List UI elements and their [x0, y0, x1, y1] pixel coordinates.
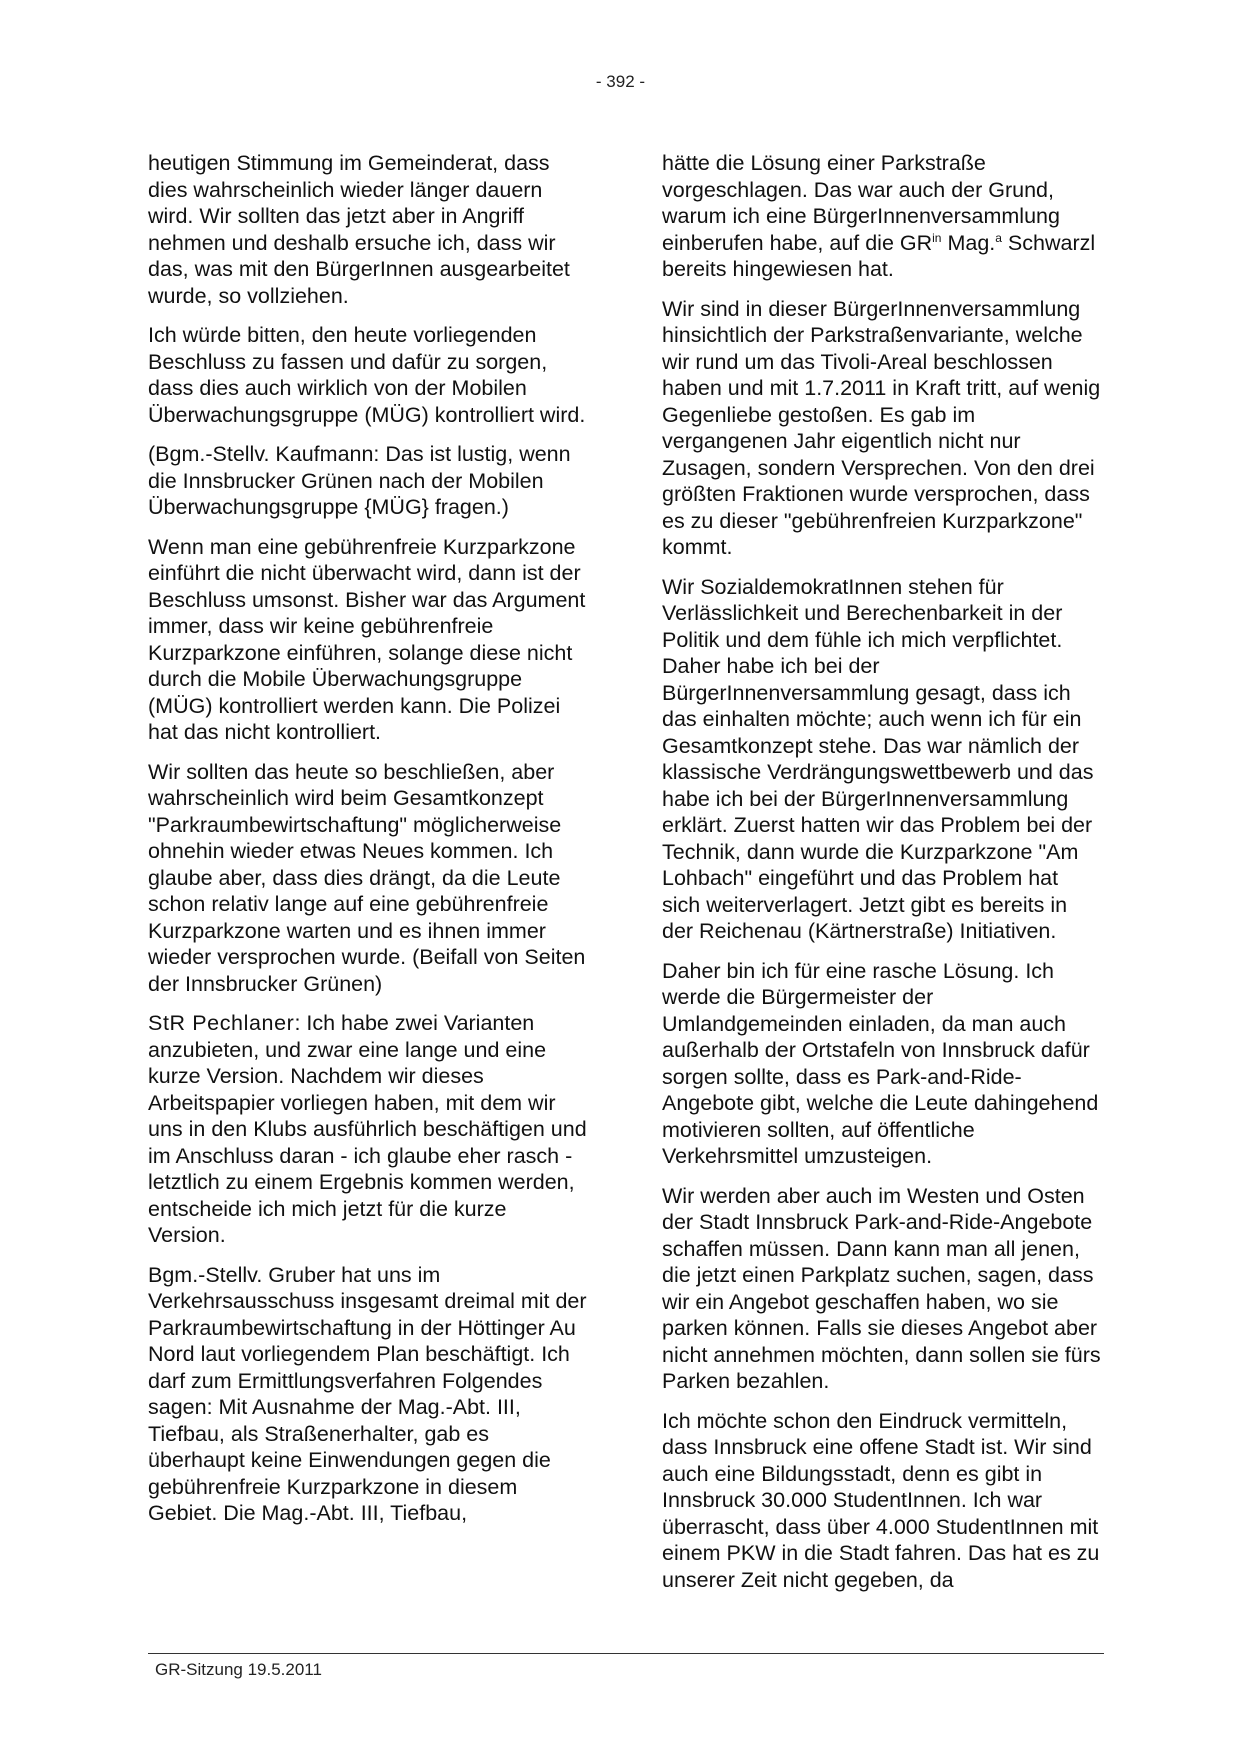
text-segment: hätte die Lösung einer Parkstraße vorgeschlagen. Das war auch der Grund, warum ich eine BürgerInnenversammlung einberufen habe, auf die GR	[662, 151, 1060, 255]
speaker-text: : Ich habe zwei Varianten anzubieten, und zwar eine lange und eine kurze Version. Nachdem wir dieses Arbeitspapier vorliegen haben, mit dem wir uns in den Klubs ausführlich beschäftigen und im Anschluss daran - ich glaube eher rasch - letztlich zu einem Ergebnis kommen werden, entscheide ich mich jetzt für die kurze Version.	[148, 1011, 587, 1247]
paragraph: Wenn man eine gebührenfreie Kurzparkzone einführt die nicht überwacht wird, dann ist der Beschluss umsonst. Bisher war das Argument immer, dass wir keine gebührenfreie Kurzparkzone einführen, solange diese nicht durch die Mobile Überwachungsgruppe (MÜG) kontrolliert werden kann. Die Polizei hat das nicht kontrolliert.	[148, 534, 586, 744]
speaker-name: StR Pechlaner	[148, 1011, 295, 1035]
footer-divider	[148, 1653, 1104, 1654]
paragraph: Wir sollten das heute so beschließen, aber wahrscheinlich wird beim Gesamtkonzept "Parkraumbewirtschaftung" möglicherweise ohnehin wieder etwas Neues kommen. Ich glaube aber, dass dies drängt, da die Leute schon relativ lange auf eine gebührenfreie Kurzparkzone warten und es ihnen immer wieder versprochen wurde. (Beifall von Seiten der Innsbrucker Grünen)	[148, 759, 586, 996]
footer-session-date: GR-Sitzung 19.5.2011	[155, 1660, 322, 1679]
paragraph	[662, 150, 1102, 283]
paragraph: Bgm.-Stellv. Gruber hat uns im Verkehrsausschuss insgesamt dreimal mit der Parkraumbewirtschaftung in der Höttinger Au Nord laut vorliegendem Plan beschäftigt. Ich darf zum Ermittlungsverfahren Folgendes sagen: Mit Ausnahme der Mag.-Abt. III, Tiefbau, als Straßenerhalter, gab es überhaupt keine Einwendungen gegen die gebührenfreie Kurzparkzone in diesem Gebiet. Die Mag.-Abt. III, Tiefbau,	[148, 1262, 587, 1525]
speaker-paragraph	[148, 1010, 588, 1249]
page-number: - 392 -	[595, 72, 646, 91]
interjection: (Bgm.-Stellv. Kaufmann: Das ist lustig, wenn die Innsbrucker Grünen nach der Mobilen Überwachungsgruppe {MÜG} fragen.)	[148, 442, 571, 519]
paragraph: Wir SozialdemokratInnen stehen für Verlässlichkeit und Berechenbarkeit in der Politik und dem fühle ich mich verpflichtet. Daher habe ich bei der BürgerInnenversammlung gesagt, dass ich das einhalten möchte; auch wenn ich für ein Gesamtkonzept stehe. Das war nämlich der klassische Verdrängungswettbewerb und das habe ich bei der BürgerInnenversammlung erklärt. Zuerst hatten wir das Problem bei der Technik, dann wurde die Kurzparkzone "Am Lohbach" eingeführt und das Problem hat sich weiterverlagert. Jetzt gibt es bereits in der Reichenau (Kärtnerstraße) Initiativen.	[662, 574, 1094, 943]
superscript: a	[995, 230, 1002, 245]
paragraph: Ich würde bitten, den heute vorliegenden Beschluss zu fassen und dafür zu sorgen, dass dies auch wirklich von der Mobilen Überwachungsgruppe (MÜG) kontrolliert wird.	[148, 323, 586, 427]
paragraph: Ich möchte schon den Eindruck vermitteln, dass Innsbruck eine offene Stadt ist. Wir sind auch eine Bildungsstadt, denn es gibt in Innsbruck 30.000 StudentInnen. Ich war überrascht, dass über 4.000 StudentInnen mit einem PKW in die Stadt fahren. Das hat es zu unserer Zeit nicht gegeben, da	[662, 1408, 1100, 1592]
paragraph: Wir sind in dieser BürgerInnenversammlung hinsichtlich der Parkstraßenvariante, welche wir rund um das Tivoli-Areal beschlossen haben und mit 1.7.2011 in Kraft tritt, auf wenig Gegenliebe gestoßen. Es gab im vergangenen Jahr eigentlich nicht nur Zusagen, sondern Versprechen. Von den drei größten Fraktionen wurde versprochen, dass es zu dieser "gebührenfreien Kurzparkzone" kommt.	[662, 296, 1101, 559]
paragraph: Daher bin ich für eine rasche Lösung. Ich werde die Bürgermeister der Umlandgemeinden einladen, da man auch außerhalb der Ortstafeln von Innsbruck dafür sorgen sollte, dass es Park-and-Ride-Angebote gibt, welche die Leute dahingehend motivieren sollten, auf öffentliche Verkehrsmittel umzusteigen.	[662, 958, 1099, 1168]
superscript: in	[932, 230, 942, 245]
left-column	[148, 150, 588, 1540]
paragraph: Wir werden aber auch im Westen und Osten der Stadt Innsbruck Park-and-Ride-Angebote schaffen müssen. Dann kann man all jenen, die jetzt einen Parkplatz suchen, sagen, dass wir ein Angebot geschaffen haben, wo sie parken können. Falls sie dieses Angebot aber nicht annehmen möchten, dann sollen sie fürs Parken bezahlen.	[662, 1183, 1101, 1393]
right-column	[662, 150, 1102, 1606]
paragraph: heutigen Stimmung im Gemeinderat, dass dies wahrscheinlich wieder länger dauern wird. Wir sollten das jetzt aber in Angriff nehmen und deshalb ersuche ich, dass wir das, was mit den BürgerInnen ausgearbeitet wurde, so vollziehen.	[148, 151, 570, 308]
text-segment: Schwarzl bereits hingewiesen hat.	[662, 230, 1096, 281]
text-segment: Mag.	[941, 230, 996, 255]
